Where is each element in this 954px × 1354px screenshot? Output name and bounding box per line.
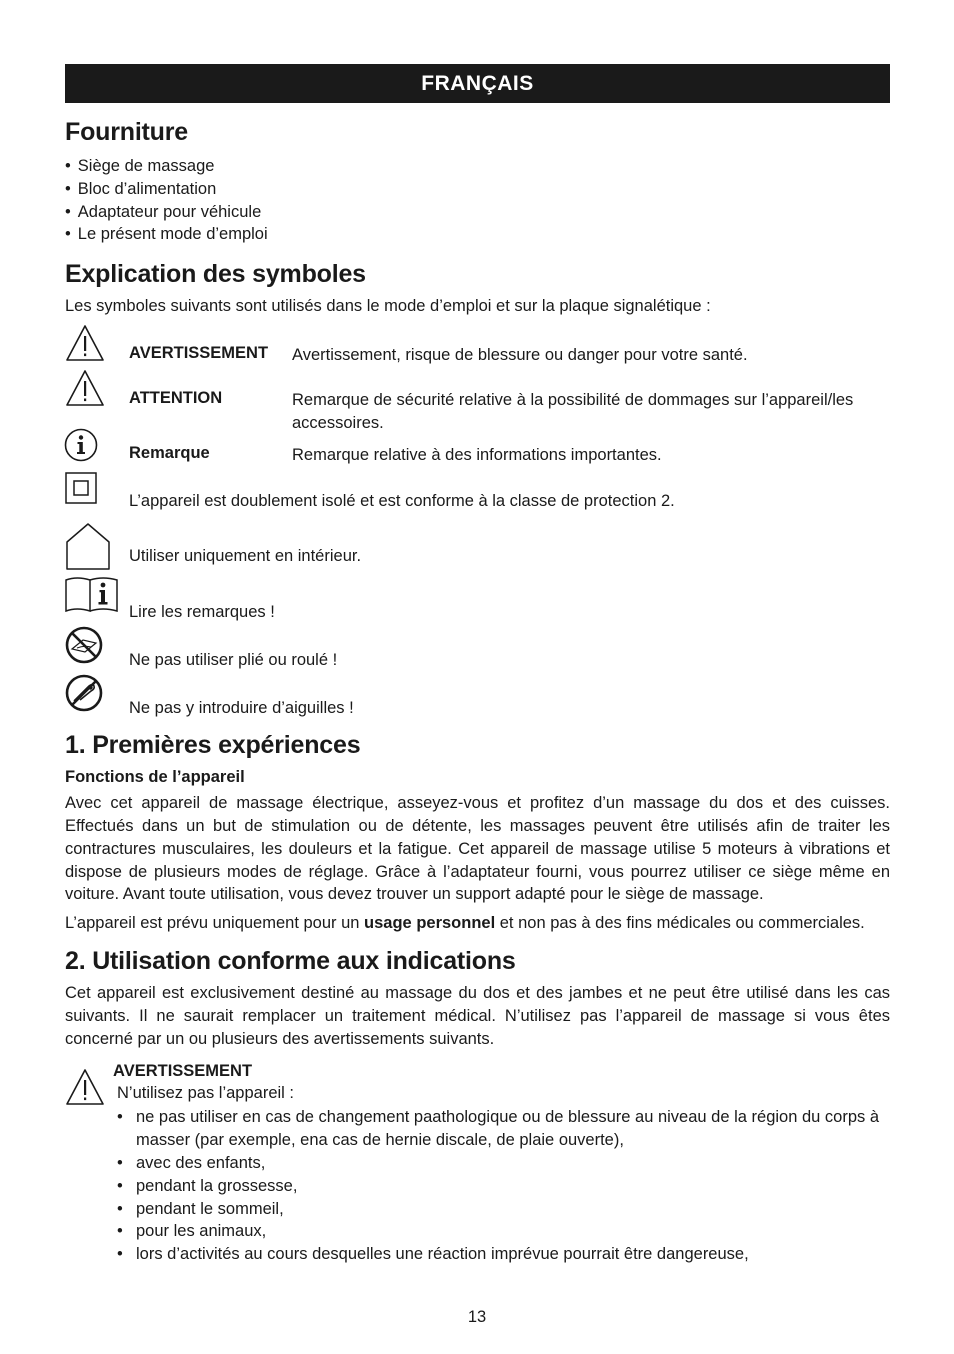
list-item: • Adaptateur pour véhicule xyxy=(65,201,890,224)
double-insulation-icon xyxy=(65,472,97,509)
warning-triangle-icon xyxy=(65,369,105,412)
no-fold-icon xyxy=(65,626,103,669)
fourniture-title: Fourniture xyxy=(65,118,188,146)
symbol-term: AVERTISSEMENT xyxy=(129,344,269,363)
list-item: • Le présent mode d’emploi xyxy=(65,223,890,246)
warning-block xyxy=(65,1062,890,1266)
list-item: • Bloc d’alimentation xyxy=(65,178,890,201)
indoor-house-icon xyxy=(65,522,111,575)
read-manual-icon xyxy=(65,576,119,617)
symbol-term: Remarque xyxy=(129,444,210,463)
utilisation-title: 2. Utilisation conforme aux indications xyxy=(65,946,516,975)
list-item: • pour les animaux, xyxy=(117,1220,890,1243)
list-item: • ne pas utiliser en cas de changement paathologique ou de blessure au niveau de la région du corps à masser (par exemple, ena cas de hernie discale, de plaie ouverte), xyxy=(117,1106,890,1152)
symbol-term: ATTENTION xyxy=(129,389,223,408)
utilisation-para: Cet appareil est exclusivement destiné au massage du dos et des jambes et ne peut être utilisé dans les cas suivants. Il ne saurait remplacer un traitement médical. N’utilisez pas l’appareil de massage si vous êtes concerné par un ou plusieurs des avertissements suivants. xyxy=(65,983,890,1048)
symbol-list xyxy=(65,324,890,719)
no-needles-icon xyxy=(65,674,103,717)
list-item: • lors d’activités au cours desquelles une réaction imprévue pourrait être dangereuse, xyxy=(117,1243,890,1266)
list-item: • avec des enfants, xyxy=(117,1152,890,1175)
para2-text: et non pas à des fins médicales ou commerciales. xyxy=(495,914,865,933)
symbol-text: Ne pas y introduire d’aiguilles ! xyxy=(129,699,354,718)
premieres-title: 1. Premières expériences xyxy=(65,731,361,760)
premieres-subtitle: Fonctions de l’appareil xyxy=(65,768,245,787)
symboles-title: Explication des symboles xyxy=(65,260,366,289)
page-number: 13 xyxy=(467,1308,487,1326)
para2-text: L’appareil est prévu uniquement pour un xyxy=(65,914,365,933)
premieres-para2 xyxy=(65,912,890,935)
page xyxy=(65,64,890,1266)
symbol-text: L’appareil est doublement isolé et est conforme à la classe de protection 2. xyxy=(129,492,675,511)
warning-intro: N’utilisez pas l’appareil : xyxy=(117,1084,294,1103)
symbol-text: Ne pas utiliser plié ou roulé ! xyxy=(129,651,338,670)
list-item: • pendant la grossesse, xyxy=(117,1175,890,1198)
warning-triangle-icon xyxy=(65,324,105,367)
symbol-desc: Avertissement, risque de blessure ou danger pour votre santé. xyxy=(292,346,748,365)
premieres-para1: Avec cet appareil de massage électrique, asseyez-vous et profitez d’un massage du dos et des cuisses. Effectués dans un but de stimulation ou de détente, les massages peuvent être utilisés afin de traiter les contractures musculaires, les douleurs et la fatigue. Cet appareil de massage utilise 5 moteurs à vibrations et dispose de plusieurs modes de réglage. Grâce à l’adaptateur fourni, vous pourrez utiliser ce siège même en voiture. Avant toute utilisation, vous devez trouver un support adapté pour le siège de massage. xyxy=(65,794,890,904)
list-item: • Siège de massage xyxy=(65,155,890,178)
symbol-desc: Remarque relative à des informations importantes. xyxy=(292,446,662,465)
fourniture-list xyxy=(65,155,890,246)
para2-bold: usage personnel xyxy=(364,914,496,933)
warning-list xyxy=(117,1106,890,1266)
warning-title: AVERTISSEMENT xyxy=(113,1062,253,1081)
warning-triangle-icon xyxy=(65,1068,105,1111)
symbol-text: Utiliser uniquement en intérieur. xyxy=(129,547,362,566)
symbol-text: Lire les remarques ! xyxy=(129,603,275,622)
list-item: • pendant le sommeil, xyxy=(117,1198,890,1221)
language-header: FRANÇAIS xyxy=(65,64,890,103)
symboles-intro: Les symboles suivants sont utilisés dans le mode d’emploi et sur la plaque signalétique : xyxy=(65,297,711,316)
symbol-desc: Remarque de sécurité relative à la possibilité de dommages sur l’appareil/les accessoires. xyxy=(292,391,854,433)
info-circle-icon xyxy=(64,428,98,467)
